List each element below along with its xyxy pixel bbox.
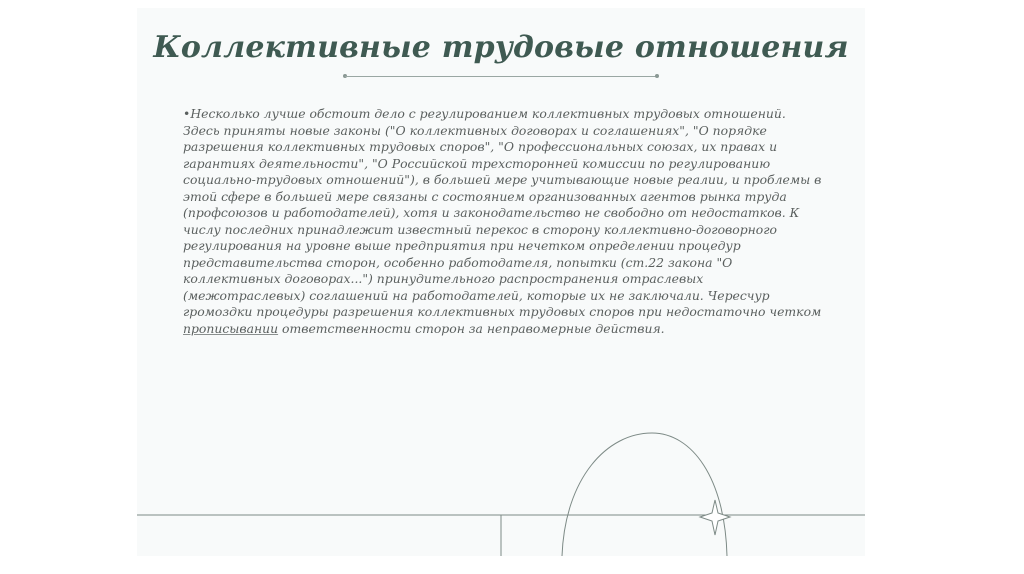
- body-text-main: Несколько лучше обстоит дело с регулированием коллективных трудовых отношений. Здесь приняты новые законы ("О коллективных договорах и соглашениях", "О порядке разрешения коллективных трудовых споров", "О профессиональных союзах, их правах и гарантиях деятельности", "О Российской трехсторонней комиссии по регулированию социально-трудовых отношений"), в большей мере учитывающие новые реалии, и проблемы в этой сфере в большей мере связаны с состоянием организованных агентов рынка труда (профсоюзов и работодателей), хотя и законодательство не свободно от недостатков. К числу последних принадлежит известный перекос в сторону коллективно-договорного регулирования на уровне выше предприятия при нечетком определении процедур представительства сторон, особенно работодателя, попытки (ст.22 закона "О коллективных договорах...") принудительного распространения отраслевых (межотраслевых) соглашений на работодателей, которые их не заключали. Чересчур громоздки процедуры разрешения коллективных трудовых споров при недостаточно четком: [183, 106, 822, 319]
- slide: [137, 8, 865, 556]
- title-underline: [345, 76, 657, 77]
- slide-title: Коллективные трудовые отношения: [153, 30, 849, 65]
- body-text-end: ответственности сторон за неправомерные действия.: [278, 320, 665, 336]
- arch-curve: [562, 433, 727, 556]
- title-rule-right-dot: [655, 74, 659, 78]
- sparkle-icon: [700, 500, 730, 535]
- bullet-icon: •: [183, 106, 191, 121]
- slide-body-text: [183, 106, 823, 337]
- body-text-underlined: прописывании: [183, 320, 279, 336]
